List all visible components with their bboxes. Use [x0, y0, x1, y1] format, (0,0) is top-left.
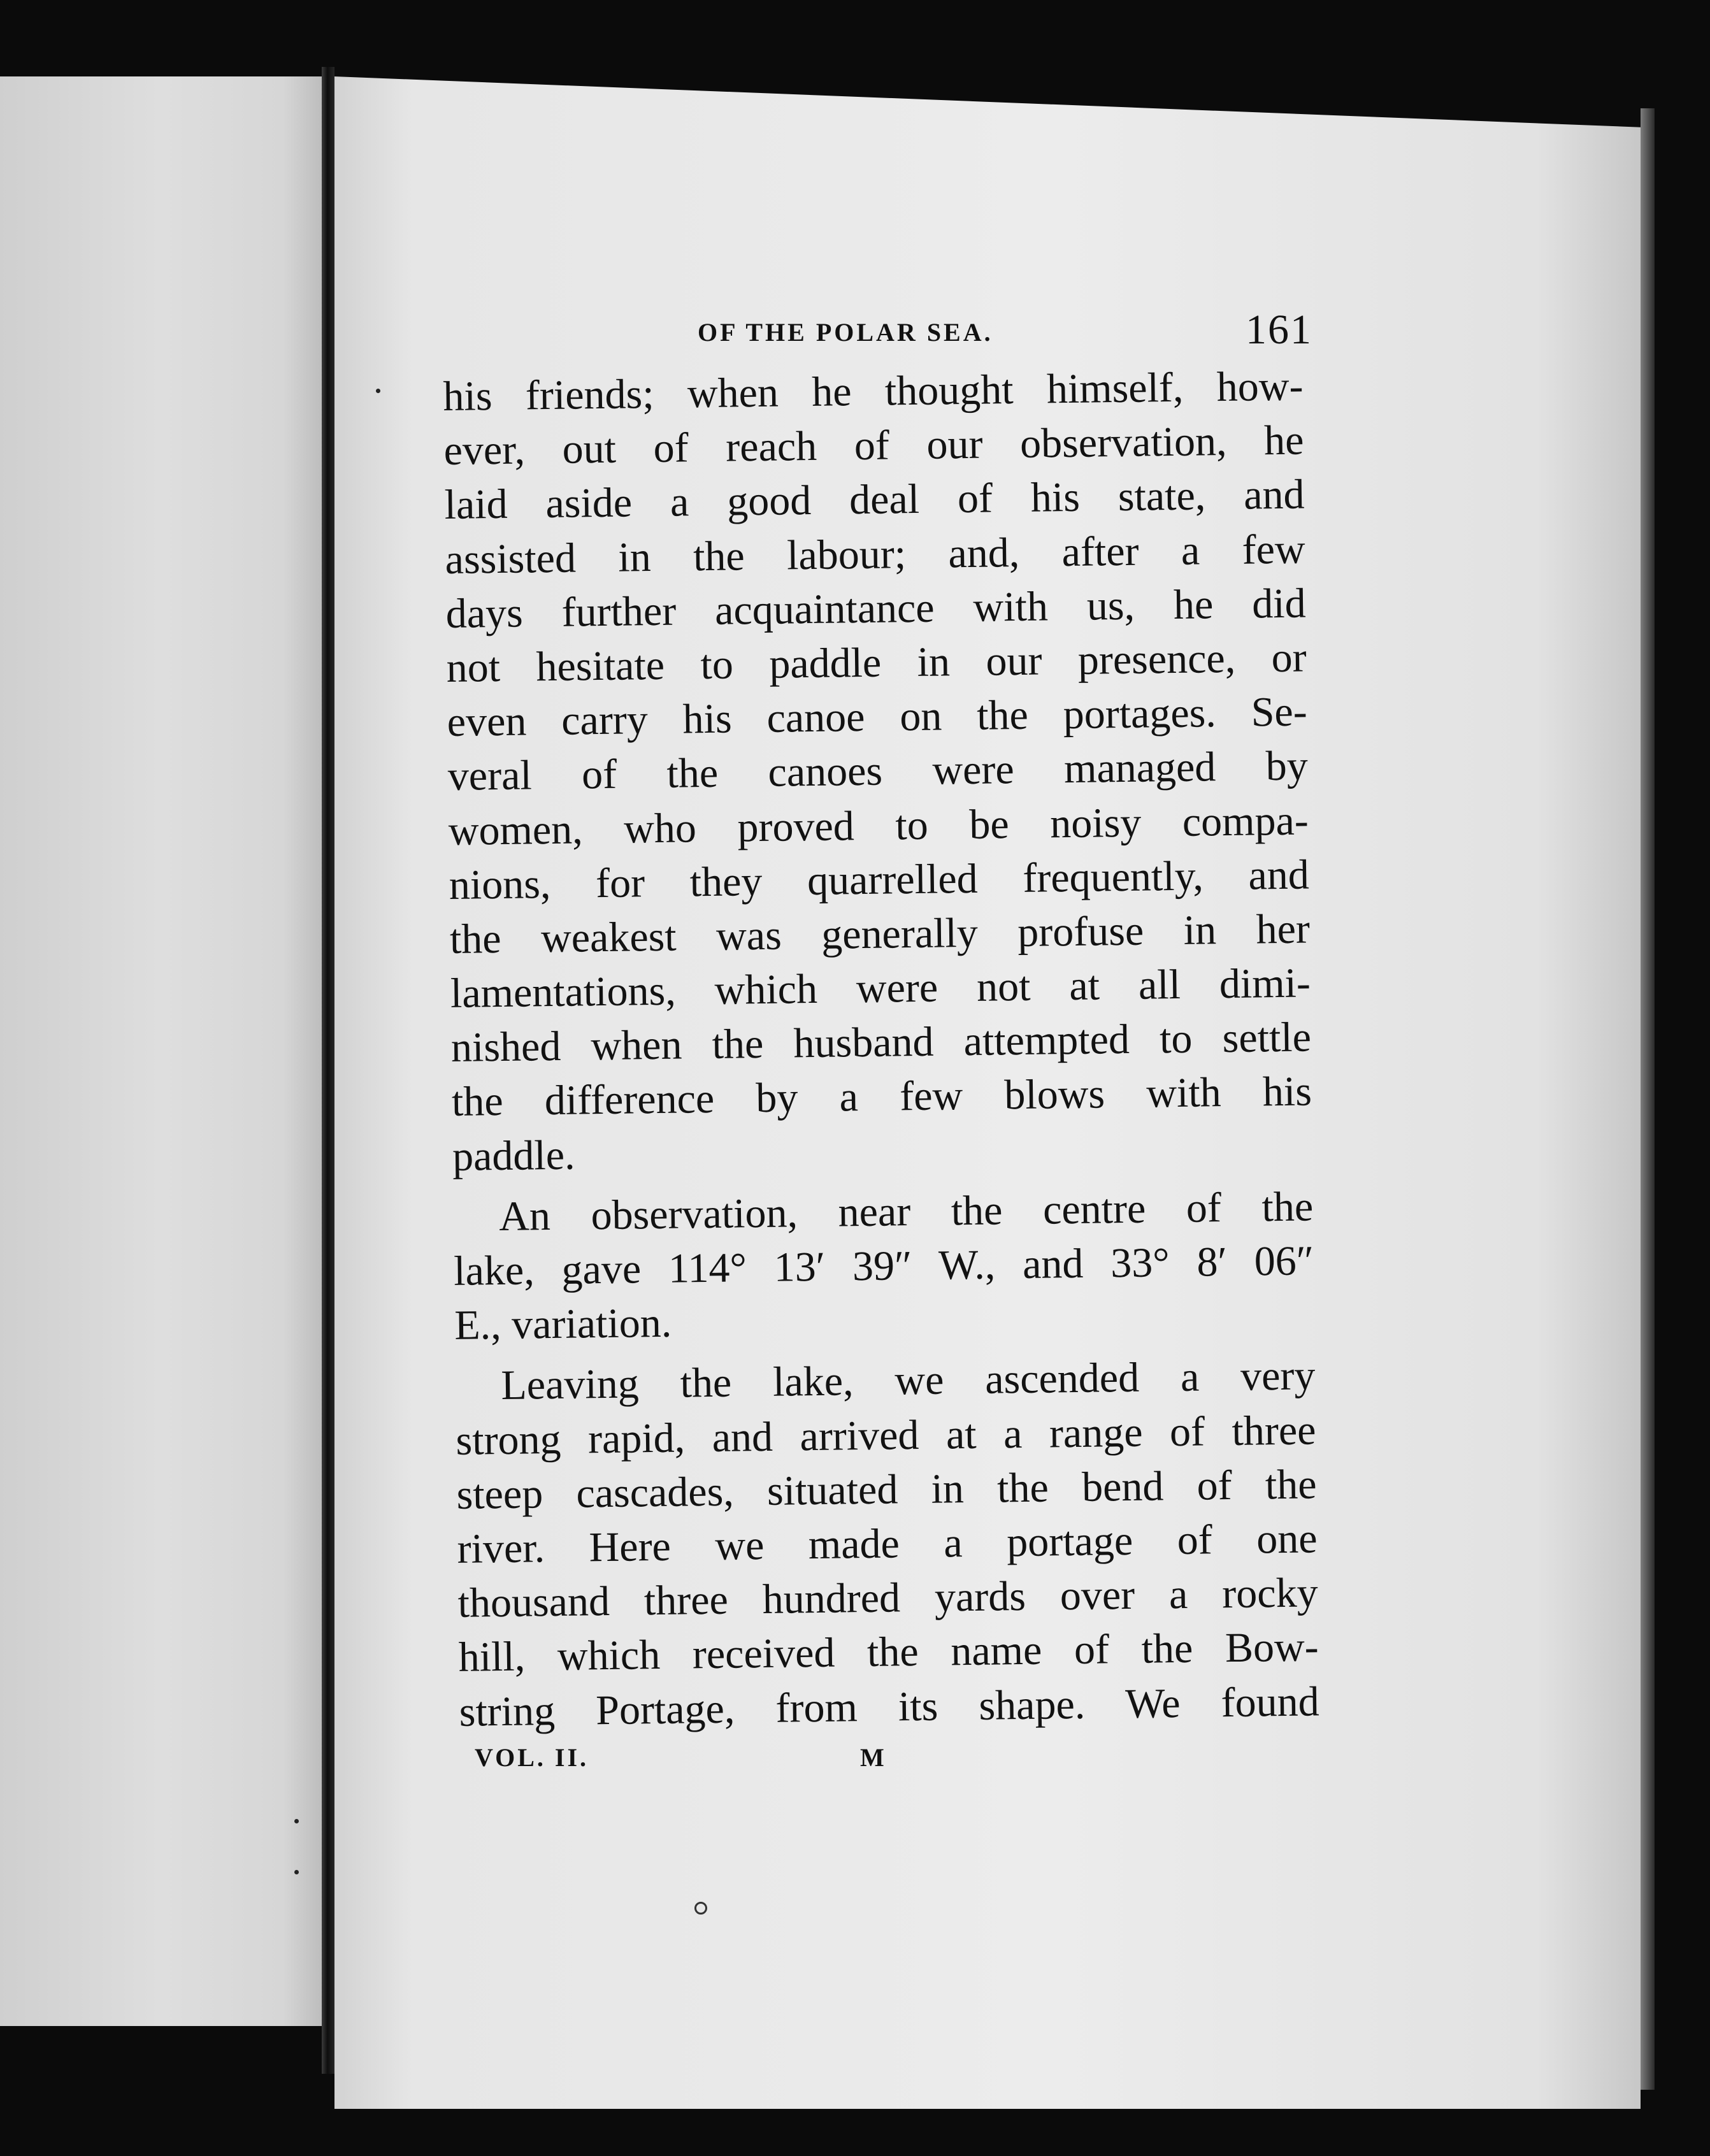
circle-ornament-icon [694, 1902, 707, 1915]
ink-speck [376, 389, 380, 393]
text-line: the weakest was generally profuse in her [449, 905, 1311, 963]
text-line: ever, out of reach of our observation, he [443, 417, 1304, 475]
text-line: hill, which received the name of the Bow- [458, 1623, 1319, 1681]
text-line: not hesitate to paddle in our presence, or [446, 634, 1307, 691]
text-line: even carry his canoe on the portages. Se- [447, 688, 1308, 746]
text-line: An observation, near the centre of the [498, 1183, 1314, 1240]
book-gutter [322, 67, 334, 2074]
text-line: veral of the canoes were managed by [447, 742, 1309, 800]
signature-mark: M [860, 1743, 884, 1772]
text-line: nished when the husband attempted to settle [450, 1014, 1312, 1072]
text-line: string Portage, from its shape. We found [459, 1678, 1320, 1736]
text-line: his friends; when he thought himself, how- [443, 363, 1304, 420]
text-line: steep cascades, situated in the bend of the [456, 1461, 1317, 1518]
text-line: assisted in the labour; and, after a few [445, 526, 1305, 583]
text-line: thousand three hundred yards over a rocky [457, 1569, 1319, 1627]
paragraph-3 [455, 1349, 1319, 1739]
paragraph-1 [443, 359, 1313, 1184]
running-head-title: OF THE POLAR SEA. [698, 318, 993, 347]
page-edge-shadow [1641, 108, 1655, 2090]
text-line: Leaving the lake, we ascended a very [501, 1352, 1316, 1409]
text-line: lamentations, which were not at all dimi- [450, 959, 1311, 1017]
text-line: laid aside a good deal of his state, and [444, 471, 1305, 529]
text-line: paddle. [452, 1132, 575, 1180]
text-line: river. Here we made a portage of one [457, 1515, 1318, 1572]
page-number: 161 [1246, 306, 1312, 353]
text-line: strong rapid, and arrived at a range of three [456, 1406, 1316, 1464]
volume-label: VOL. II. [475, 1743, 589, 1772]
body-text [443, 359, 1319, 1739]
text-line: days further acquaintance with us, he did [445, 580, 1307, 637]
text-line: nions, for they quarrelled frequently, and [449, 851, 1310, 909]
running-head [698, 306, 1312, 357]
ink-speck [294, 1870, 299, 1874]
text-line: E., variation. [454, 1299, 672, 1349]
text-line: lake, gave 114° 13′ 39″ W., and 33° 8′ 06″ [453, 1237, 1314, 1295]
text-line: women, who proved to be noisy compa- [448, 796, 1309, 854]
ink-speck [294, 1819, 299, 1823]
paragraph-2 [453, 1179, 1315, 1353]
left-page-blank [0, 76, 322, 2026]
text-line: the difference by a few blows with his [451, 1068, 1312, 1126]
